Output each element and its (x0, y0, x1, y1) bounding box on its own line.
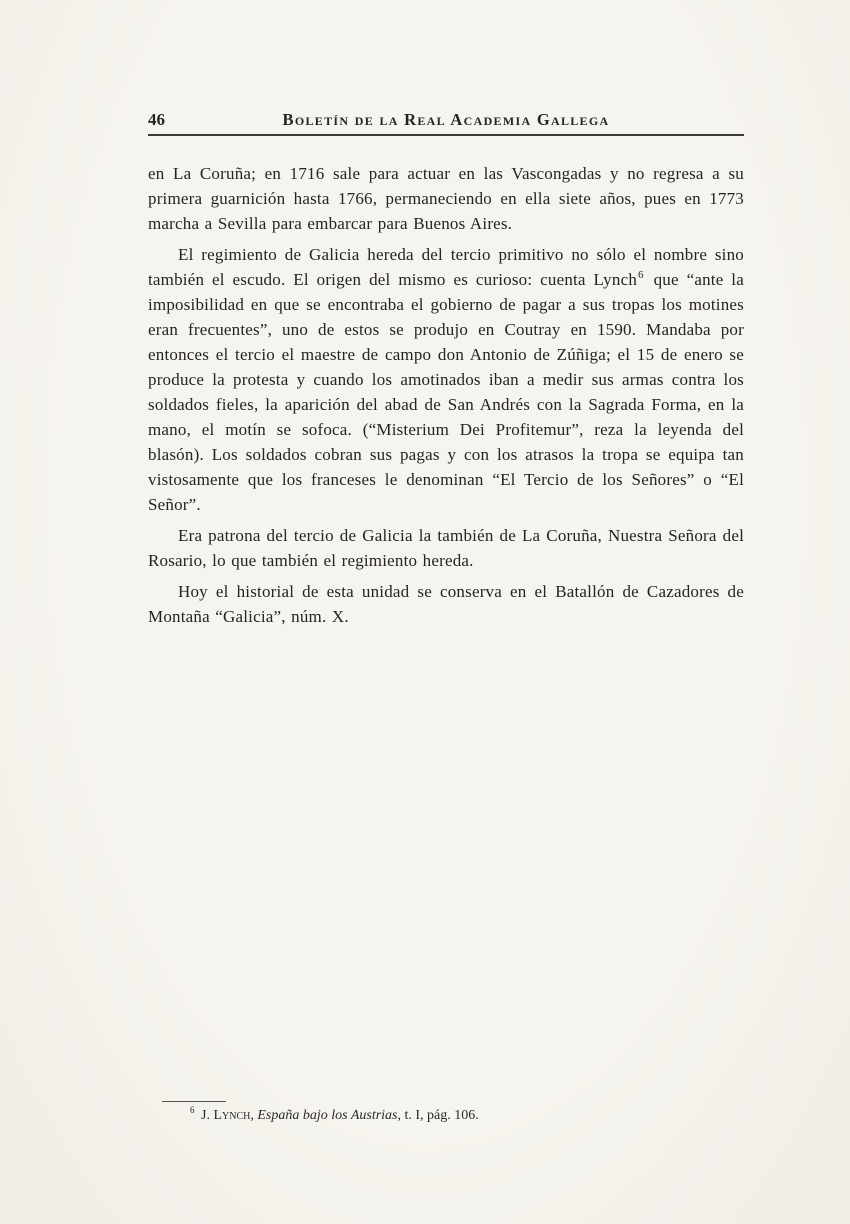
footnote-marker: 6 (190, 1105, 195, 1116)
body-text (148, 161, 744, 629)
paragraph-4: Hoy el historial de esta unidad se conserva en el Batallón de Cazadores de Montaña “Galicia”, núm. X. (148, 582, 744, 626)
journal-title: Boletín de la Real Academia Gallega (282, 110, 610, 129)
page-number: 46 (148, 110, 165, 129)
paragraph-2-text-after-ref: que “ante la imposibilidad en que se encontraba el gobierno de pagar a sus tropas los motines eran frecuentes”, uno de estos se produjo en Coutray en 1590. Mandaba por entonces el tercio el maestre de campo don Antonio de Zúñiga; el 15 de enero se produce la protesta y cuando los amotinados iban a medir sus armas contra los soldados fieles, la aparición del abad de San Andrés con la Sagrada Forma, en la mano, el motín se sofoca. (“Misterium Dei Profitemur”, reza la leyenda del blasón). Los soldados cobran sus pagas y con los atrasos la tropa se equipa tan vistosamente que los franceses le denominan “El Tercio de los Señores” o “El Señor”. (148, 270, 744, 514)
footnote-detail: t. I, pág. 106. (404, 1108, 479, 1123)
header-rule (148, 134, 744, 136)
paragraph-2 (148, 242, 744, 517)
footnote-reference-marker: 6 (638, 269, 644, 282)
page-header (148, 110, 744, 130)
paragraph-1: en La Coruña; en 1716 sale para actuar en las Vascongadas y no regresa a su primera guarnición hasta 1766, permaneciendo en ella siete años, pues en 1773 marcha a Sevilla para embarcar para Buenos Aires. (148, 164, 744, 233)
footnote-author: J. Lynch, (201, 1108, 254, 1123)
paragraph-2-text-before-ref: El regimiento de Galicia hereda del tercio primitivo no sólo el nombre sino también el escudo. El origen del mismo es curioso: cuenta Lynch (148, 245, 744, 289)
footnote (190, 1106, 744, 1125)
footnote-work-title: España bajo los Austrias, (257, 1108, 401, 1123)
footnote-separator-rule (162, 1101, 226, 1102)
paragraph-3: Era patrona del tercio de Galicia la también de La Coruña, Nuestra Señora del Rosario, lo que también el regimiento hereda. (148, 526, 744, 570)
